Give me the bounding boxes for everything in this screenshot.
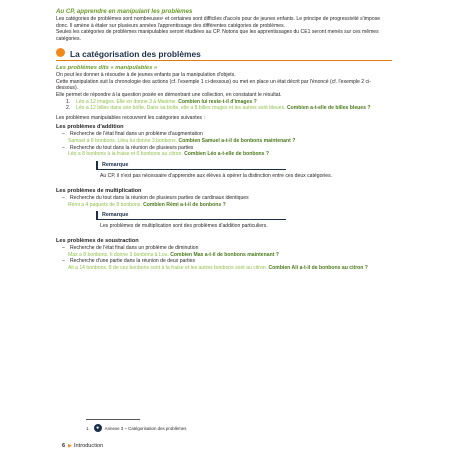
multiplication-remark-box (96, 211, 386, 234)
footer-label: Introduction (73, 443, 104, 449)
example-2-question: Combien a-t-elle de billes bleues ? (286, 105, 371, 112)
soustraction-example-1 (56, 252, 392, 259)
soustraction-bullet-2: – Recherche d'une partie dans la réunion de deux parties (56, 258, 392, 265)
addition-bullet-2: – Recherche du tout dans la réunion de plusieurs parties (56, 145, 392, 152)
multiplication-example-1 (56, 202, 392, 209)
page-footer (62, 443, 103, 449)
orange-bullet-icon (56, 48, 65, 57)
example-2 (56, 105, 392, 112)
soustraction-heading: Les problèmes de soustraction (56, 237, 139, 244)
page-content (56, 8, 392, 272)
soustraction-bullet-1: – Recherche de l'état final dans un problème de diminution (56, 245, 392, 252)
addition-example-2-question: Combien Léo a-t-elle de bonbons ? (184, 151, 270, 158)
disc-icon: ● (94, 424, 102, 432)
addition-example-1-question: Combien Samuel a-t-il de bonbons maintenant ? (178, 138, 296, 145)
footnote-divider (86, 419, 140, 420)
manip-paragraph-1: On peut les donner à résoudre à de jeunes enfants par la manipulation d'objets. (56, 71, 236, 78)
intro-heading: Au CP, apprendre en manipulant les problèmes (56, 8, 193, 15)
multiplication-heading: Les problèmes de multiplication (56, 187, 142, 194)
manip-paragraph-4: Les problèmes manipulables recouvrent les catégories suivantes : (56, 114, 205, 121)
page-number: 6 (62, 443, 66, 449)
addition-example-2 (56, 151, 392, 158)
footnote (86, 424, 186, 432)
addition-remark-body: Au CP, il n'est pas nécessaire d'apprendre aux élèves à opérer la distinction entre ces deux catégories. (100, 173, 333, 180)
addition-remark-box (96, 161, 386, 184)
example-1-question: Combien lui reste-t-il d'images ? (178, 98, 257, 105)
section-header (56, 48, 392, 61)
manip-paragraph-2: Cette manipulation suit la chronologie des actions (cf. l'exemple 1 ci-dessous) ou met en place un état décrit par l'énoncé (cf. l'exemple 2 ci-dessous). (56, 78, 371, 92)
triangle-right-icon: ▶ (68, 443, 72, 449)
footnote-text: Annexe 3 – Catégorisation des problèmes (104, 425, 187, 431)
example-1-number: 1. (66, 98, 71, 105)
intro-paragraph-1: Les catégories de problèmes sont nombreuses¹ et certaines sont difficiles d'accès pour de jeunes enfants. Le principe de progressivité s'impose donc. Il amène à étaler sur plusieurs années l'apprentissage des différentes catégories de problèmes. (56, 16, 381, 29)
manip-heading: Les problèmes dits « manipulables » (56, 64, 158, 71)
addition-bullet-1: – Recherche de l'état final dans un problème d'augmentation (56, 131, 392, 138)
addition-heading: Les problèmes d'addition (56, 124, 124, 131)
addition-example-1 (56, 138, 392, 145)
soustraction-example-1-text: Max a 8 bonbons. Il donne 3 bonbons à Lou. (68, 251, 169, 258)
multiplication-remark-body: Les problèmes de multiplication sont des problèmes d'addition particuliers. (100, 223, 268, 230)
soustraction-example-2-text: Ali a 14 bonbons. 8 de ces bonbons sont à la fraise et les autres bonbons sont au citron. (68, 265, 268, 272)
soustraction-example-1-question: Combien Max a-t-il de bonbons maintenant ? (170, 251, 279, 258)
multiplication-remark-heading: Remarque (96, 211, 286, 220)
example-2-number: 2. (66, 105, 71, 112)
example-1-text: Léo a 12 images. Elle en donne 3 à Maxime. (76, 98, 177, 105)
section-title: La catégorisation des problèmes (70, 48, 201, 59)
multiplication-example-1-question: Combien Rémi a-t-il de bonbons ? (143, 201, 226, 208)
manip-paragraph-3: Elle permet de répondre à la question posée en démontrant une collection, en constatant le résultat. (56, 91, 282, 98)
intro-paragraph-2: Seules les catégories de problèmes manipulables seront étudiées au CP. Notons que les apprentissages du CE1 seront menés sur ces mêmes catégories. (56, 29, 379, 43)
addition-example-2-text: Léo a 8 bonbons à la fraise et 6 bonbons au citron. (68, 151, 183, 158)
soustraction-example-2-question: Combien Ali a-t-il de bonbons au citron ? (268, 265, 368, 272)
multiplication-example-1-text: Rémi a 4 paquets de 8 bonbons. (68, 201, 142, 208)
example-2-text: Léo a 12 billes dans une boîte. Dans sa boîte, elle a 8 billes rouges et les autres sont bleues. (76, 105, 286, 112)
addition-example-1-text: Samuel a 8 bonbons. Lilou lui donne 3 bonbons. (68, 138, 178, 145)
multiplication-bullet-1: – Recherche du tout dans la réunion de plusieurs parties de cardinaux identiques (56, 195, 392, 202)
addition-remark-heading: Remarque (96, 161, 286, 170)
soustraction-example-2 (56, 265, 392, 272)
footnote-number: 1. (86, 425, 90, 431)
